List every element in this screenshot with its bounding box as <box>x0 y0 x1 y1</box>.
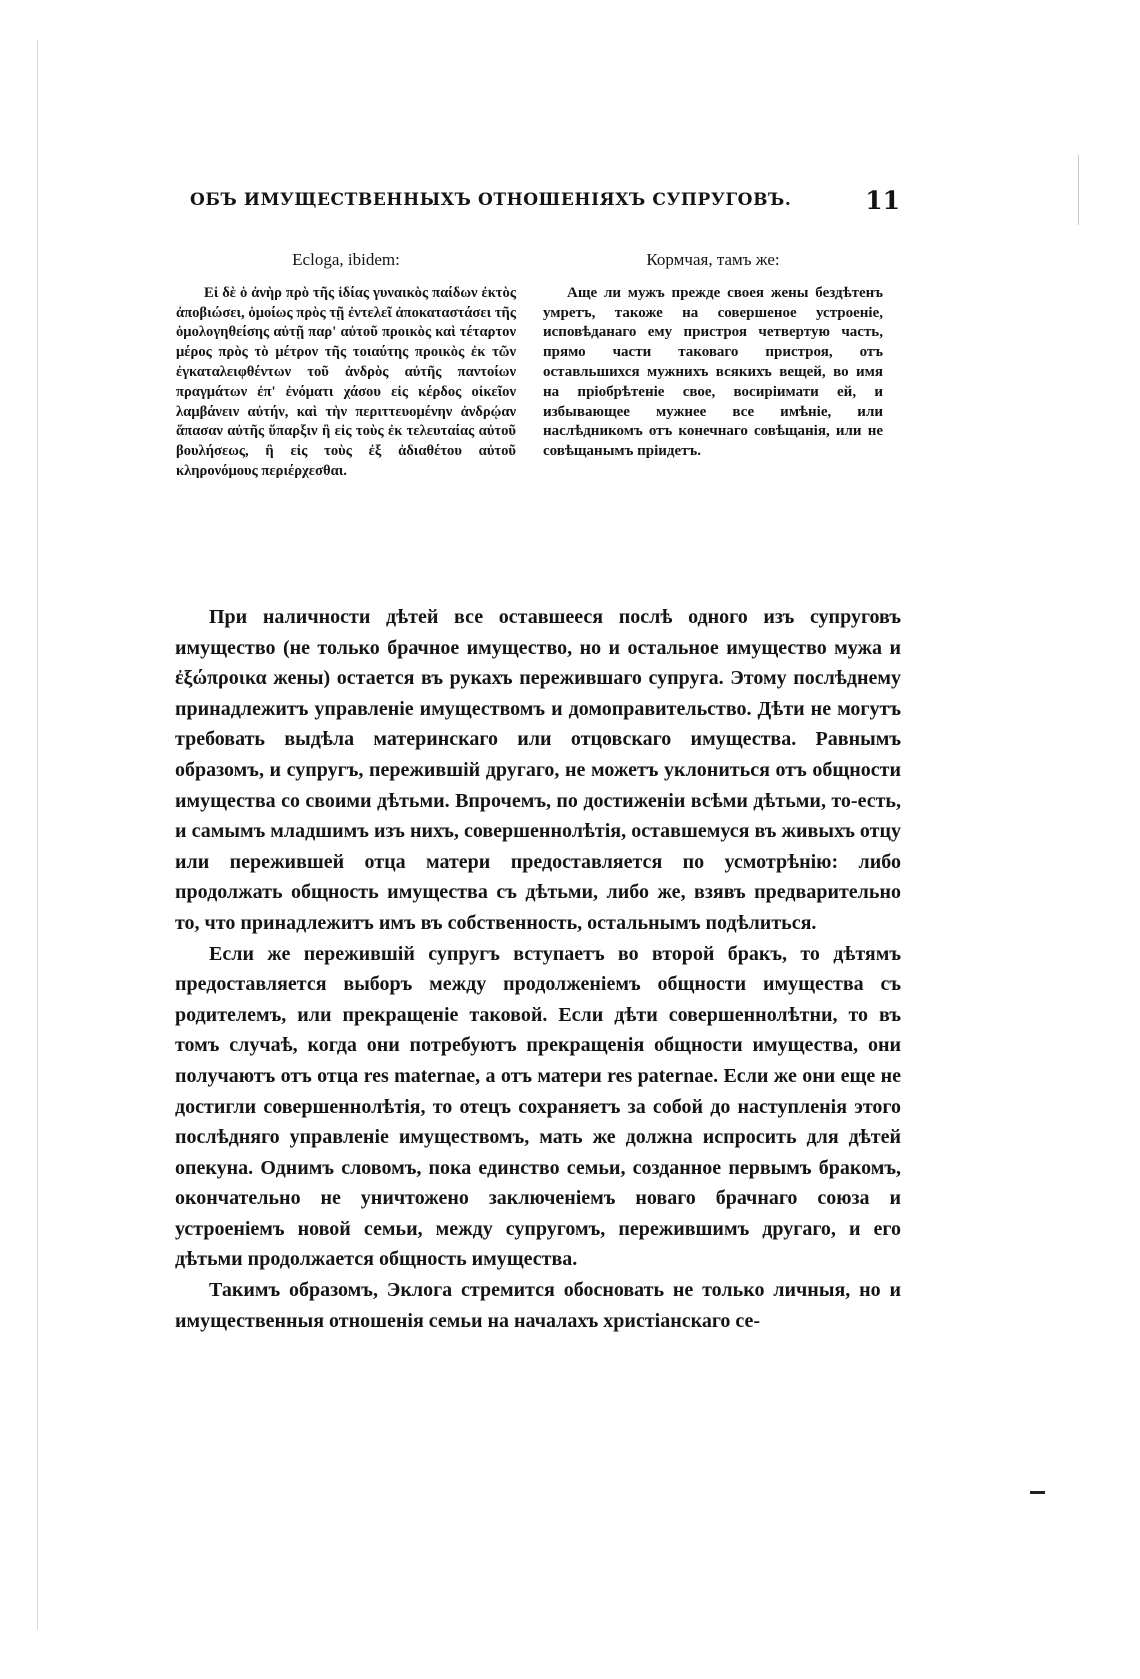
slavonic-column-text: Аще ли мужъ прежде своея жены бездѣтенъ умретъ, такоже на совершеное устроеніе, исповѣданаго ему пристроя четвертую часть, прямо части таковаго пристроя, отъ оставльшихся мужнихъ всякихъ вещей, во имя на пріобрѣтеніе свое, восиріимати ей, и избывающее мужнее все имѣніе, или наслѣдникомъ отъ конечнаго совѣщанія, или не совѣщанымъ пріидетъ. <box>543 284 883 460</box>
scan-edge-line <box>37 40 38 1630</box>
greek-column-title: Ecloga, ibidem: <box>292 250 400 269</box>
margin-dash <box>1030 1491 1045 1494</box>
main-text <box>175 602 901 1336</box>
greek-column-text: Εἰ δὲ ὁ ἀνὴρ πρὸ τῆς ἰδίας γυναικὸς παίδων ἐκτὸς ἀποβιώσει, ὁμοίως πρὸς τῇ ἐντελεῖ ἀποκαταστάσει τῆς ὁμολογηθείσης αὐτῇ παρ' αὐτοῦ προικὸς καὶ τέταρτον μέρος πρὸς τὸ μέτρον τῆς τοιαύτης προικὸς ἐκ τῶν ἐγκαταλειφθέντων τοῦ ἀνδρὸς αὐτῆς παντοίων πραγμάτων ἐπ' ἐνόματι χάσου εἰς κέρδος οἰκεῖον λαμβάνειν αὐτήν, καὶ τὴν περιττευομένην ἀνδρῴαν ἅπασαν αὐτῆς ὕπαρξιν ἢ εἰς τοὺς ἐκ τελευταίας αὐτοῦ βουλήσεως, ἢ εἰς τοὺς ἐξ ἀδιαθέτου αὐτοῦ κληρονόμους περιέρχεσθαι. <box>176 284 516 479</box>
paragraph: Такимъ образомъ, Эклога стремится обосновать не только личныя, но и имущественныя отношенія семьи на началахъ христіанскаго се- <box>175 1279 901 1332</box>
paragraph: Если же пережившій супругъ вступаетъ во второй бракъ, то дѣтямъ предоставляется выборъ между продолженіемъ общности имущества съ родителемъ, или прекращеніе таковой. Если дѣти совершеннолѣтни, то въ томъ случаѣ, когда они потребуютъ прекращенія общности имущества, они получаютъ отъ отца res maternae, а отъ матери res paternae. Если же они еще не достигли совершеннолѣтія, то отецъ сохраняетъ за собой до наступленія этого послѣдняго управленіе имуществомъ, мать же должна испросить для дѣтей опекуна. Однимъ словомъ, пока единство семьи, созданное первымъ бракомъ, окончательно не уничтожено заключеніемъ новаго брачнаго союза и устроеніемъ новой семьи, между супругомъ, пережившимъ другаго, и его дѣтьми продолжается общность имущества. <box>175 942 901 1271</box>
page-header <box>190 186 900 220</box>
slavonic-column <box>543 250 883 462</box>
greek-column <box>176 250 516 482</box>
scan-edge-mark <box>1078 155 1079 225</box>
paragraph: При наличности дѣтей все оставшееся послѣ одного изъ супруговъ имущество (не только брачное имущество, но и остальное имущество мужа и ἐξώπροικα жены) остается въ рукахъ пережившаго супруга. Этому послѣднему принадлежитъ управленіе имуществомъ и домоправительство. Дѣти не могутъ требовать выдѣла материнскаго или отцовскаго имущества. Равнымъ образомъ, и супругъ, пережившій другаго, не можетъ уклониться отъ общности имущества со своими дѣтьми. Впрочемъ, по достиженіи всѣми дѣтьми, то-есть, и самымъ младшимъ изъ нихъ, совершеннолѣтія, оставшемуся въ живыхъ отцу или пережившей отца матери предоставляется по усмотрѣнію: либо продолжать общность имущества съ дѣтьми, либо же, взявъ предварительно то, что принадлежитъ имъ въ собственность, остальнымъ подѣлиться. <box>175 606 901 934</box>
running-head: ОБЪ ИМУЩЕСТВЕННЫХЪ ОТНОШЕНІЯХЪ СУПРУГОВЪ. <box>190 190 792 210</box>
slavonic-column-title: Кормчая, тамъ же: <box>646 250 780 269</box>
page-number: 11 <box>865 186 900 215</box>
